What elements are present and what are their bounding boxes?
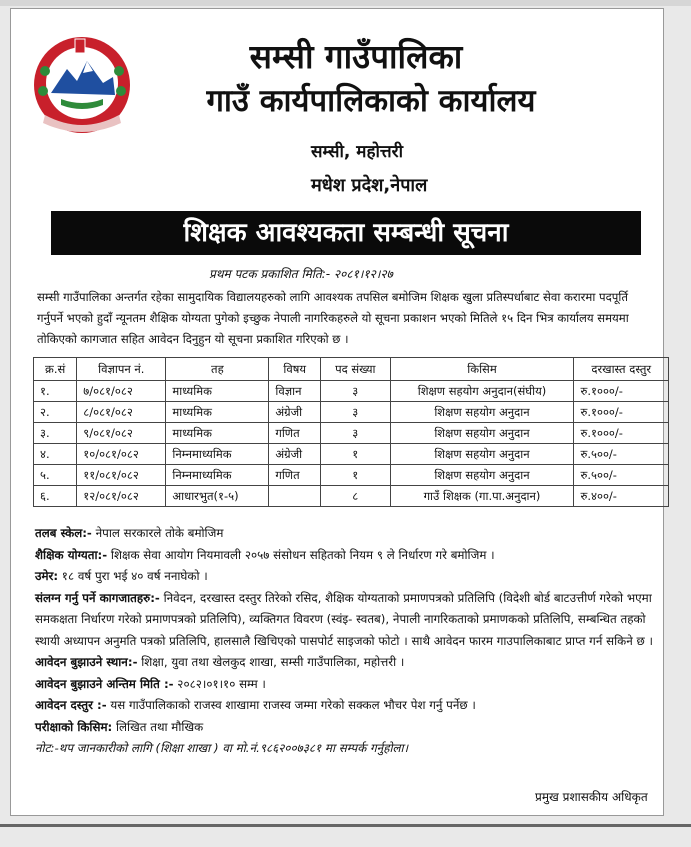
province: मधेश प्रदेश,नेपाल (311, 175, 428, 196)
cell-type: शिक्षण सहयोग अनुदान (390, 444, 574, 465)
cell-type: शिक्षण सहयोग अनुदान(संघीय) (390, 381, 574, 402)
cell-posts: १ (321, 444, 390, 465)
cell-level: आधारभुत(१-५) (166, 486, 269, 507)
intro-paragraph: सम्सी गाउँपालिका अन्तर्गत रहेका सामुदायिक विद्यालयहरुको लागि आवश्यक तपसिल बमोजिम शिक्षक खुला प्रतिस्पर्धाबाट सेवा करारमा पदपूर्ति गर्नुपर्ने भएको हुदाँ न्यूनतम शैक्षिक योग्यता पुगेको इच्छुक नेपाली नागरिकहरुले यो सूचना प्रकाशन भएको मितिले १५ दिन भित्र कार्यालय समयमा तोकिएको कागजात सहित आवेदन दिनुहुन यो सूचना प्रकाशित गरिएको छ । (37, 290, 629, 346)
qualification-value: शिक्षक सेवा आयोग नियमावली २०५७ संसोधन सहितको नियम ९ ले निर्धारण गरे बमोजिम । (107, 547, 495, 562)
cell-posts: १ (321, 465, 390, 486)
cell-type: शिक्षण सहयोग अनुदान (390, 402, 574, 423)
documents-line (35, 588, 665, 653)
fee-label: आवेदन दस्तुर :- (35, 698, 107, 712)
cell-ad-no: ११/०८१/०८२ (77, 465, 166, 486)
cell-ad-no: १०/०८१/०८२ (77, 444, 166, 465)
exam-label: परीक्षाको किसिम: (35, 719, 113, 734)
cell-type: शिक्षण सहयोग अनुदान (390, 465, 574, 486)
top-edge (0, 0, 691, 6)
address: सम्सी, महोत्तरी (311, 142, 403, 162)
contact-note: नोट:-थप जानकारीको लागि (शिक्षा शाखा ) वा मो.नं.९८६२००७३८१ मा सम्पर्क गर्नुहोला। (35, 741, 409, 755)
cell-posts: ८ (321, 486, 390, 507)
col-header-ad-no: विज्ञापन नं. (77, 358, 166, 381)
cell-posts: ३ (321, 381, 390, 402)
cell-sn: ५. (34, 465, 77, 486)
cell-ad-no: ९/०८१/०८२ (77, 423, 166, 444)
exam-value: लिखित तथा मौखिक (112, 719, 204, 734)
table-header-row (34, 358, 669, 381)
qualification-line (35, 545, 665, 567)
cell-fee: रु.५००/- (574, 444, 669, 465)
cell-level: माध्यमिक (166, 402, 269, 423)
col-header-posts: पद संख्या (321, 358, 390, 381)
exam-line (35, 717, 665, 739)
age-line (35, 566, 665, 588)
cell-fee: रु.१०००/- (574, 402, 669, 423)
cell-subject: अंग्रेजी (269, 402, 321, 423)
col-header-type: किसिम (390, 358, 574, 381)
cell-posts: ३ (321, 402, 390, 423)
cell-level: माध्यमिक (166, 381, 269, 402)
notice-details (35, 523, 665, 760)
documents-value: निवेदन, दरखास्त दस्तुर तिरेको रसिद, शैक्षिक योग्यताको प्रमाणपत्रको प्रतिलिपि (विदेशी बोर्ड बाटउत्तीर्ण गरेको भएमा समकक्षता निर्धारण गरेको प्रमाणपत्रको प्रतिलिपि), व्यक्तिगत विवरण (स्वंइ- स्वतब), नेपाली नागरिकताको प्रमाणकको प्रतिलिपि, सम्बन्धित तहको स्थायी अध्यापन अनुमति पत्रको प्रतिलिपि, हालसालै खिचिएको पासपोर्ट साइजको फोटो । साथै आवेदन फारम गाउपालिकाबाट प्राप्त गर्न सकिने छ । (35, 590, 653, 648)
qualification-label: शैक्षिक योग्यता:- (35, 547, 108, 562)
cell-fee: रु.१०००/- (574, 381, 669, 402)
place-line (35, 652, 665, 674)
cell-subject: गणित (269, 465, 321, 486)
cell-ad-no: ८/०८१/०८२ (77, 402, 166, 423)
age-label: उमेर: (35, 569, 59, 583)
cell-subject: अंग्रेजी (269, 444, 321, 465)
table-row (34, 402, 669, 423)
table-row (34, 423, 669, 444)
cell-subject: विज्ञान (269, 381, 321, 402)
municipality-title: सम्सी गाउँपालिका (249, 37, 463, 76)
bottom-divider (0, 824, 691, 827)
table-row (34, 465, 669, 486)
deadline-label: आवेदन बुझाउने अन्तिम मिति :- (35, 676, 174, 691)
col-header-subject: विषय (269, 358, 321, 381)
cell-subject (269, 486, 321, 507)
documents-label: संलग्न गर्नु पर्ने कागजातहरु:- (35, 590, 160, 605)
cell-fee: रु.१०००/- (574, 423, 669, 444)
salary-label: तलब स्केल:- (35, 526, 92, 540)
fee-line (35, 695, 665, 717)
cell-type: शिक्षण सहयोग अनुदान (390, 423, 574, 444)
table-row (34, 381, 669, 402)
cell-sn: ४. (34, 444, 77, 465)
cell-fee: रु.४००/- (574, 486, 669, 507)
place-value: शिक्षा, युवा तथा खेलकुद शाखा, सम्सी गाउँपालिका, महोत्तरी । (137, 655, 405, 669)
cell-sn: १. (34, 381, 77, 402)
office-title: गाउँ कार्यपालिकाको कार्यालय (206, 83, 536, 119)
cell-ad-no: १२/०८१/०८२ (77, 486, 166, 507)
cell-level: निम्नमाध्यमिक (166, 444, 269, 465)
fee-value: यस गाउँपालिकाको राजस्व शाखामा राजस्व जम्मा गरेको सक्कल भौचर पेश गर्नु पर्नेछ । (106, 698, 476, 712)
cell-ad-no: ७/०८१/०८२ (77, 381, 166, 402)
signature-title: प्रमुख प्रशासकीय अधिकृत (535, 790, 648, 804)
notice-banner: शिक्षक आवश्यकता सम्बन्धी सूचना (51, 211, 641, 255)
place-label: आवेदन बुझाउने स्थान:- (35, 655, 138, 669)
deadline-line (35, 674, 665, 696)
cell-level: माध्यमिक (166, 423, 269, 444)
cell-sn: ३. (34, 423, 77, 444)
table-row (34, 486, 669, 507)
cell-level: निम्नमाध्यमिक (166, 465, 269, 486)
cell-fee: रु.५००/- (574, 465, 669, 486)
salary-value: नेपाल सरकारले तोके बमोजिम (91, 526, 224, 540)
cell-sn: ६. (34, 486, 77, 507)
col-header-level: तह (166, 358, 269, 381)
published-date: प्रथम पटक प्रकाशित मिति:- २०८१।१२।२७ (209, 267, 393, 281)
deadline-value: २०८२।०१।१० सम्म । (173, 676, 266, 691)
cell-sn: २. (34, 402, 77, 423)
nepal-emblem-icon (31, 31, 133, 139)
cell-subject: गणित (269, 423, 321, 444)
col-header-sn: क्र.सं (34, 358, 77, 381)
vacancy-table (33, 357, 669, 507)
col-header-fee: दरखास्त दस्तुर (574, 358, 669, 381)
cell-type: गाउँ शिक्षक (गा.पा.अनुदान) (390, 486, 574, 507)
cell-posts: ३ (321, 423, 390, 444)
table-row (34, 444, 669, 465)
notice-page (10, 8, 664, 816)
age-value: १८ वर्ष पुरा भई ४० वर्ष ननाघेको । (58, 569, 208, 583)
salary-line (35, 523, 665, 545)
